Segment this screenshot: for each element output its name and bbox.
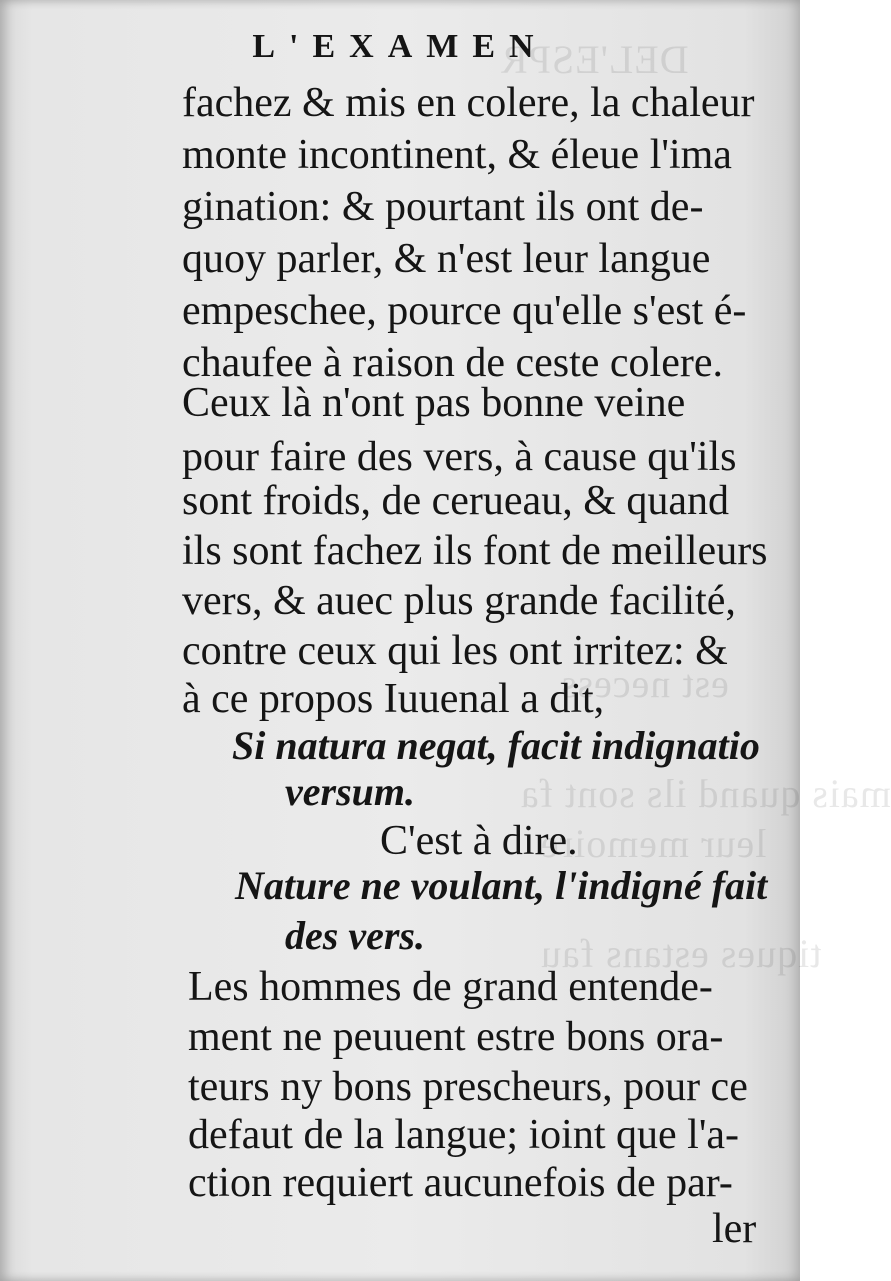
text-line: ction requiert aucunefois de par-: [188, 1160, 733, 1206]
text-line: teurs ny bons prescheurs, pour ce: [188, 1064, 748, 1110]
text-line: Ceux là n'ont pas bonne veine: [182, 380, 686, 426]
latin-quote-line: versum.: [285, 769, 415, 814]
text-line: Les hommes de grand entende-: [188, 964, 713, 1010]
text-line: monte incontinent, & éleue l'ima: [182, 132, 732, 178]
text-line: quoy parler, & n'est leur langue: [182, 236, 711, 282]
bleed-through-mark: leur memoire: [540, 821, 767, 866]
latin-quote-line: Si natura negat, facit indignatio: [232, 723, 760, 768]
text-line: pour faire des vers, à cause qu'ils: [182, 434, 737, 480]
text-line: gination: & pourtant ils ont de-: [182, 184, 704, 230]
text-line: ment ne peuuent estre bons ora-: [188, 1014, 724, 1060]
catchword: ler: [712, 1206, 757, 1252]
bleed-through-mark: est necess: [560, 661, 729, 706]
text-line: vers, & auec plus grande facilité,: [182, 578, 736, 624]
bleed-through-mark: mais quand ils sont fa: [520, 771, 891, 816]
text-line: ils sont fachez ils font de meilleurs: [182, 528, 768, 574]
text-line: sont froids, de cerueau, & quand: [182, 478, 730, 524]
text-line: contre ceux qui les ont irritez: &: [182, 628, 728, 674]
text-line: defaut de la langue; ioint que l'a-: [188, 1112, 740, 1158]
text-line: empeschee, pource qu'elle s'est é-: [182, 288, 747, 334]
running-header: L'EXAMEN: [252, 28, 548, 65]
french-quote-line: Nature ne voulant, l'indigné fait: [235, 863, 768, 908]
bleed-through-mark: DEL'ESPR: [500, 37, 689, 82]
bleed-through-mark: tiques estans fau: [540, 931, 822, 976]
text-line: chaufee à raison de ceste colere.: [182, 340, 723, 386]
text-line: à ce propos Iuuenal a dit,: [182, 676, 605, 722]
french-quote-line: des vers.: [285, 913, 425, 958]
text-line: fachez & mis en colere, la chaleur: [182, 80, 755, 126]
cest-a-dire-line: C'est à dire.: [380, 818, 578, 864]
